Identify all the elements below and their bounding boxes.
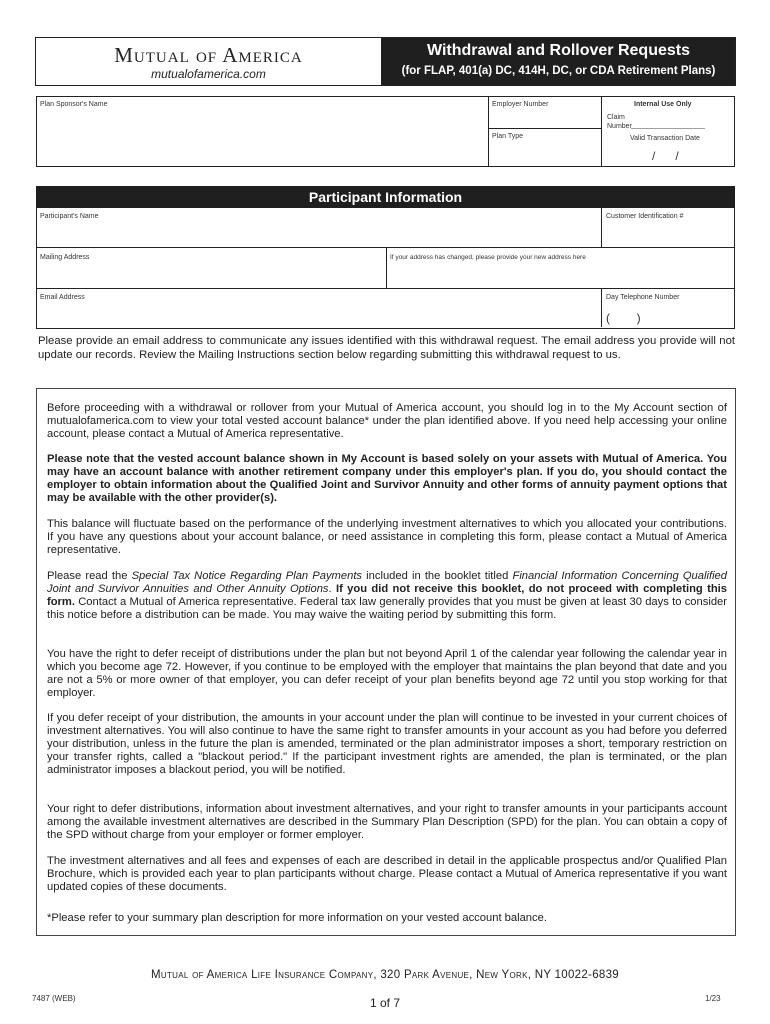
mailing-address-field[interactable] xyxy=(37,248,387,289)
participant-section-title: Participant Information xyxy=(36,186,735,208)
form-title: Withdrawal and Rollover Requests xyxy=(426,42,690,59)
email-address-field[interactable] xyxy=(37,289,602,327)
paragraph-balance-note: Please note that the vested account balance shown in My Account is based solely on your assets with Mutual of America. You may have an account balance with another retirement company under this employer's plan. If you do, you should contact the employer to obtain information about the Qualified Joint and Survivor Annuity and other forms of annuity payment options that may be available with the other provider(s). xyxy=(47,453,727,504)
plan-sponsor-field[interactable] xyxy=(37,97,489,166)
logo-block xyxy=(36,38,382,85)
internal-use-label: Internal Use Only xyxy=(634,101,692,108)
employer-number-field[interactable] xyxy=(489,97,602,129)
booklet-title: Financial Information Concerning Qualified Joint and Survivor Annuities and Other Annuity Options xyxy=(47,570,727,595)
company-url: mutualofamerica.com xyxy=(151,67,266,81)
new-address-label: If your address has changed, please provide your new address here xyxy=(390,254,586,261)
paragraph-vested-footnote: *Please refer to your summary plan description for more information on your vested account balance. xyxy=(47,912,547,924)
new-address-field[interactable] xyxy=(387,248,734,289)
email-address-label: Email Address xyxy=(40,294,85,301)
participant-grid xyxy=(36,208,735,329)
tax-notice-text-a: Please read the xyxy=(47,570,132,582)
email-note: Please provide an email address to communicate any issues identified with this withdrawal request. The email address you provide will not update our records. Review the Mailing Instructions section below regarding submitting this withdrawal request to us. xyxy=(38,335,735,361)
claim-number-label: Number xyxy=(607,123,632,130)
paragraph-defer-receipt: You have the right to defer receipt of distributions under the plan but not beyond April 1 of the calendar year following the calendar year in which you become age 72. However, if you continue to be employed with the employer that maintains the plan beyond that date and you are not a 5% or more owner of that employer, you can defer receipt of your plan benefits beyond age 72 until you stop working for that employer. xyxy=(47,648,727,699)
plan-type-label: Plan Type xyxy=(492,133,524,140)
tax-notice-text-c: . xyxy=(328,582,336,595)
participant-name-label: Participant's Name xyxy=(40,213,99,220)
paragraph-tax-notice xyxy=(47,570,727,622)
valid-date-slashes[interactable]: / / xyxy=(652,149,679,163)
valid-date-label: Valid Transaction Date xyxy=(630,135,700,142)
internal-use-block xyxy=(602,97,734,166)
phone-area-code[interactable]: ( ) xyxy=(606,311,641,325)
paragraph-balance-fluctuate: This balance will fluctuate based on the performance of the underlying investment alternatives to which you allocated your contributions. If you have any questions about your account balance, or need assistance in completing this form, please contact a Mutual of America representative. xyxy=(47,518,727,556)
customer-id-field[interactable] xyxy=(602,208,734,248)
form-number: 7487 (WEB) xyxy=(32,994,76,1003)
tax-notice-title: Special Tax Notice Regarding Plan Payments xyxy=(131,570,363,582)
page-number: 1 of 7 xyxy=(369,996,401,1010)
company-logo: Mutual of America xyxy=(114,43,303,67)
claim-number-line[interactable]: ___________________ xyxy=(631,122,705,129)
form-header xyxy=(35,37,736,86)
mailing-address-label: Mailing Address xyxy=(40,254,90,261)
claim-label: Claim xyxy=(607,114,625,121)
participant-name-field[interactable] xyxy=(37,208,602,248)
plan-info-grid xyxy=(36,96,735,167)
customer-id-label: Customer Identification # xyxy=(606,213,684,220)
instructions-box xyxy=(36,388,736,936)
day-phone-field[interactable] xyxy=(602,289,734,327)
paragraph-fees: The investment alternatives and all fees and expenses of each are described in detail in the applicable prospectus and/or Qualified Plan Brochure, which is provided each year to plan participants without charge. Please contact a Mutual of America representative if you want updated copies of these documents. xyxy=(47,855,727,893)
plan-sponsor-label: Plan Sponsor's Name xyxy=(40,101,108,108)
title-block xyxy=(382,38,735,85)
tax-notice-text-b: included in the booklet titled xyxy=(362,570,513,582)
form-subtitle: (for FLAP, 401(a) DC, 414H, DC, or CDA Retirement Plans) xyxy=(401,65,716,77)
day-phone-label: Day Telephone Number xyxy=(606,294,680,301)
employer-number-label: Employer Number xyxy=(492,101,549,108)
paragraph-spd: Your right to defer distributions, information about investment alternatives, and your right to transfer amounts in your participants account among the available investment alternatives are described in the Summary Plan Description (SPD) for the plan. You can obtain a copy of the SPD without charge from your employer or former employer. xyxy=(47,803,727,841)
plan-type-field[interactable] xyxy=(489,129,602,166)
tax-notice-warning: If you did not receive this booklet, do not proceed with completing this form. xyxy=(47,582,727,608)
revision-date: 1/23 xyxy=(705,994,721,1003)
tax-notice-text-d: Contact a Mutual of America representative. Federal tax law generally provides that you must be given at least 30 days to consider this notice before a distribution can be made. You may waive the waiting period by submitting this form. xyxy=(47,595,727,621)
paragraph-defer-investment: If you defer receipt of your distribution, the amounts in your account under the plan will continue to be invested in your current choices of investment alternatives. You will also continue to have the same right to transfer amounts in your account as you had before you deferred your distribution, unless in the future the plan is amended, terminated or the plan administrator imposes a short, temporary restriction on your transfer rights, called a "blackout period." If the participant investment rights are amended, the plan is terminated, or the plan administrator imposes a blackout period, you will be notified. xyxy=(47,712,727,776)
company-address: Mutual of America Life Insurance Company, 320 Park Avenue, New York, NY 10022-6839 xyxy=(151,969,619,981)
paragraph-account-login: Before proceeding with a withdrawal or rollover from your Mutual of America account, you should log in to the My Account section of mutualofamerica.com to view your total vested account balance* under the plan identified above. If you need help accessing your online account, please contact a Mutual of America representative. xyxy=(47,402,727,440)
